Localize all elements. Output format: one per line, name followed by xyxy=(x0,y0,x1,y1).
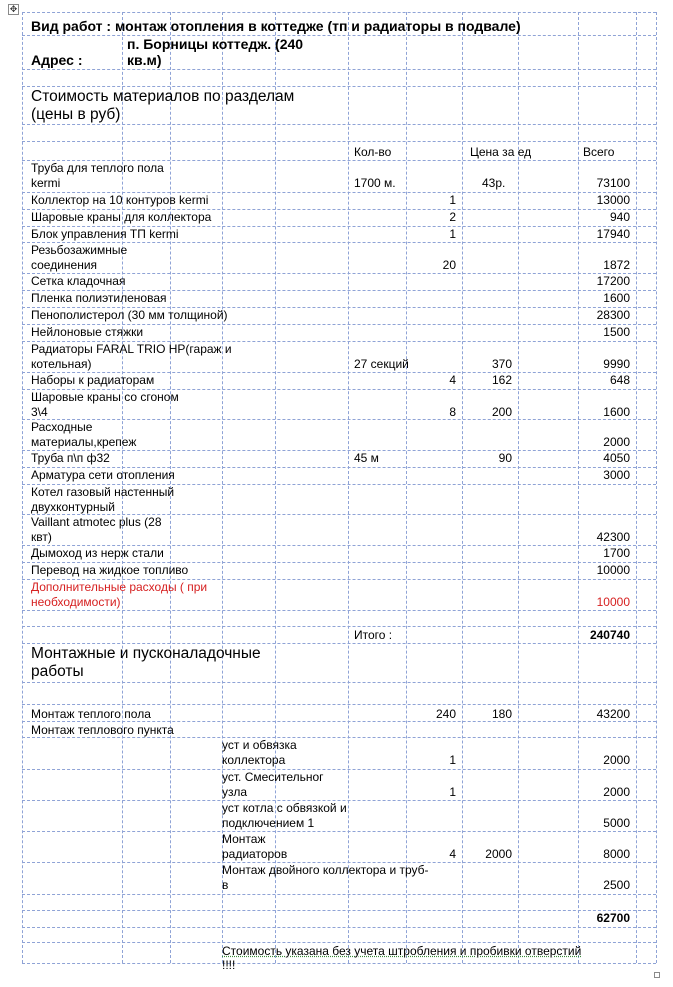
materials-section-subtitle: (цены в руб) xyxy=(31,106,121,123)
grid-vline xyxy=(462,12,463,963)
work-subitem-label-cont: подключением 1 xyxy=(222,816,315,830)
material-item-label: Сетка кладочная xyxy=(31,274,126,288)
material-item-total: 17940 xyxy=(596,227,630,241)
work-type-title: Вид работ : монтаж отопления в коттедже (тп и радиаторы в подвале) xyxy=(31,18,521,34)
material-item-label: Коллектор на 10 контуров kermi xyxy=(31,193,209,207)
column-header-price: Цена за ед xyxy=(470,145,532,159)
material-item-qty: 45 м xyxy=(354,451,379,465)
material-item-label: Труба п\п ф32 xyxy=(31,451,110,465)
grid-hline xyxy=(22,942,656,943)
material-item-label-cont: материалы,крепеж xyxy=(31,435,137,449)
grid-vline xyxy=(22,12,23,963)
material-item-total: 73100 xyxy=(596,176,630,190)
material-item-price: 200 xyxy=(491,405,512,419)
material-item-label-cont: квт) xyxy=(31,530,52,544)
work-subitem-label-cont: узла xyxy=(222,785,248,799)
material-item-total: 940 xyxy=(609,210,630,224)
grid-hline xyxy=(22,963,656,964)
grid-hline xyxy=(22,721,656,722)
material-item-label: Наборы к радиаторам xyxy=(31,373,155,387)
material-item-total: 3000 xyxy=(603,468,630,482)
material-item-label: Нейлоновые стяжки xyxy=(31,325,144,339)
work-subitem-label: Монтаж xyxy=(222,832,266,846)
grid-hline xyxy=(22,831,656,832)
material-item-label: Перевод на жидкое топливо xyxy=(31,563,189,577)
column-header-total: Всего xyxy=(583,145,615,159)
grid-hline xyxy=(22,124,656,125)
material-item-label: Шаровые краны для коллектора xyxy=(31,210,212,224)
material-item-total: 42300 xyxy=(596,530,630,544)
works-section-subtitle: работы xyxy=(31,663,84,680)
material-item-total: 1600 xyxy=(603,405,630,419)
material-item-price: 43р. xyxy=(482,176,506,190)
grid-hline xyxy=(22,141,656,142)
material-item-qty: 4 xyxy=(449,373,456,387)
material-item-total: 13000 xyxy=(596,193,630,207)
material-item-total: 2000 xyxy=(603,435,630,449)
material-item-qty: 8 xyxy=(449,405,456,419)
material-item-price: 370 xyxy=(491,357,512,371)
move-handle-icon[interactable]: ✥ xyxy=(9,4,18,14)
work-subitem-price: 2000 xyxy=(485,847,512,861)
grid-vline xyxy=(348,12,349,963)
address-value-line1: п. Борницы коттедж. (240 xyxy=(127,36,304,52)
material-item-label-cont: котельная) xyxy=(31,357,92,371)
work-item-label: Монтаж теплого пола xyxy=(31,707,151,721)
material-item-qty: 1700 м. xyxy=(354,176,396,190)
material-item-label-cont: 3\4 xyxy=(31,405,48,419)
grid-hline xyxy=(22,682,656,683)
material-item-qty: 27 секций xyxy=(354,357,409,371)
material-item-price: 90 xyxy=(498,451,512,465)
material-item-total: 648 xyxy=(609,373,630,387)
grid-hline xyxy=(22,737,656,738)
work-item-qty: 240 xyxy=(435,707,456,721)
material-item-qty: 1 xyxy=(449,193,456,207)
material-item-label: Труба для теплого пола xyxy=(31,161,164,175)
material-item-label-cont: соединения xyxy=(31,258,98,272)
material-item-total: 10000 xyxy=(596,563,630,577)
grid-hline xyxy=(22,769,656,770)
material-item-qty: 2 xyxy=(449,210,456,224)
material-item-total: 4050 xyxy=(603,451,630,465)
material-item-total: 28300 xyxy=(596,308,630,322)
grid-vline xyxy=(636,12,637,963)
heat-point-label: Монтаж теплового пункта xyxy=(31,723,174,737)
material-item-label: Арматура сети отопления xyxy=(31,468,175,482)
grid-hline xyxy=(22,35,656,36)
material-item-total: 1600 xyxy=(603,291,630,305)
material-item-qty: 20 xyxy=(442,258,456,272)
grid-vline xyxy=(656,12,657,963)
material-item-label: Пленка полиэтиленовая xyxy=(31,291,167,305)
material-item-label: Блок управления ТП kermi xyxy=(31,227,179,241)
material-item-qty: 1 xyxy=(449,227,456,241)
work-subitem-label-cont: в xyxy=(222,878,229,892)
material-item-total: 1700 xyxy=(603,546,630,560)
column-header-qty: Кол-во xyxy=(354,145,392,159)
material-item-label-cont: kermi xyxy=(31,176,61,190)
work-subitem-label: Монтаж двойного коллектора и труб- xyxy=(222,863,429,877)
material-item-label: Котел газовый настенный xyxy=(31,485,175,499)
work-subitem-total: 8000 xyxy=(603,847,630,861)
work-subitem-qty: 1 xyxy=(449,785,456,799)
grid-hline xyxy=(22,704,656,705)
grid-hline xyxy=(22,626,656,627)
work-subitem-total: 2500 xyxy=(603,878,630,892)
material-item-label-cont: необходимости) xyxy=(31,595,121,609)
work-item-total: 43200 xyxy=(596,707,630,721)
work-subitem-label: уст котла с обвязкой и xyxy=(222,801,347,815)
material-item-price: 162 xyxy=(491,373,512,387)
material-item-total: 1500 xyxy=(603,325,630,339)
work-subitem-label-cont: радиаторов xyxy=(222,847,288,861)
material-item-label: Резьбозажимные xyxy=(31,243,128,257)
material-item-total: 10000 xyxy=(596,595,630,609)
material-item-total: 17200 xyxy=(596,274,630,288)
material-item-label: Пенополистерол (30 мм толщиной) xyxy=(31,308,228,322)
material-item-label-cont: двухконтурный xyxy=(31,500,115,514)
work-item-price: 180 xyxy=(491,707,512,721)
material-item-label: Дополнительные расходы ( при xyxy=(31,580,208,594)
material-item-total: 9990 xyxy=(603,357,630,371)
material-item-label: Радиаторы FARAL TRIO HP(гараж и xyxy=(31,342,232,356)
material-item-label: Расходные xyxy=(31,420,93,434)
address-value-line2: кв.м) xyxy=(127,52,162,68)
works-total-value: 62700 xyxy=(596,911,630,925)
work-subitem-qty: 1 xyxy=(449,753,456,767)
material-item-label: Vaillant atmotec plus (28 xyxy=(31,515,162,529)
work-subitem-label: уст и обвязка xyxy=(222,738,297,752)
material-item-label: Дымоход из нерж стали xyxy=(31,546,164,560)
materials-total-value: 240740 xyxy=(589,628,630,642)
work-subitem-label-cont: коллектора xyxy=(222,753,286,767)
work-subitem-total: 5000 xyxy=(603,816,630,830)
materials-section-title: Стоимость материалов по разделам xyxy=(31,88,295,105)
grid-hline xyxy=(22,894,656,895)
grid-hline xyxy=(22,643,656,644)
works-section-title: Монтажные и пусконаладочные xyxy=(31,645,261,662)
address-label: Адрес : xyxy=(31,52,83,68)
work-subitem-total: 2000 xyxy=(603,785,630,799)
work-subitem-qty: 4 xyxy=(449,847,456,861)
material-item-total: 1872 xyxy=(603,258,630,272)
work-subitem-total: 2000 xyxy=(603,753,630,767)
material-item-label: Шаровые краны со сгоном xyxy=(31,390,179,404)
grid-hline xyxy=(22,69,656,70)
note-line1: Стоимость указана без учета штробления и пробивки отверстий xyxy=(222,944,582,958)
grid-vline xyxy=(406,12,407,963)
work-subitem-label: уст. Смесительног xyxy=(222,770,324,784)
materials-total-label: Итого : xyxy=(354,628,393,642)
grid-hline xyxy=(22,12,656,13)
grid-hline xyxy=(22,610,656,611)
resize-handle-icon[interactable] xyxy=(654,972,660,978)
note-line2: !!!! xyxy=(222,958,236,972)
grid-hline xyxy=(22,927,656,928)
grid-hline xyxy=(22,86,656,87)
grid-hline xyxy=(22,419,656,420)
